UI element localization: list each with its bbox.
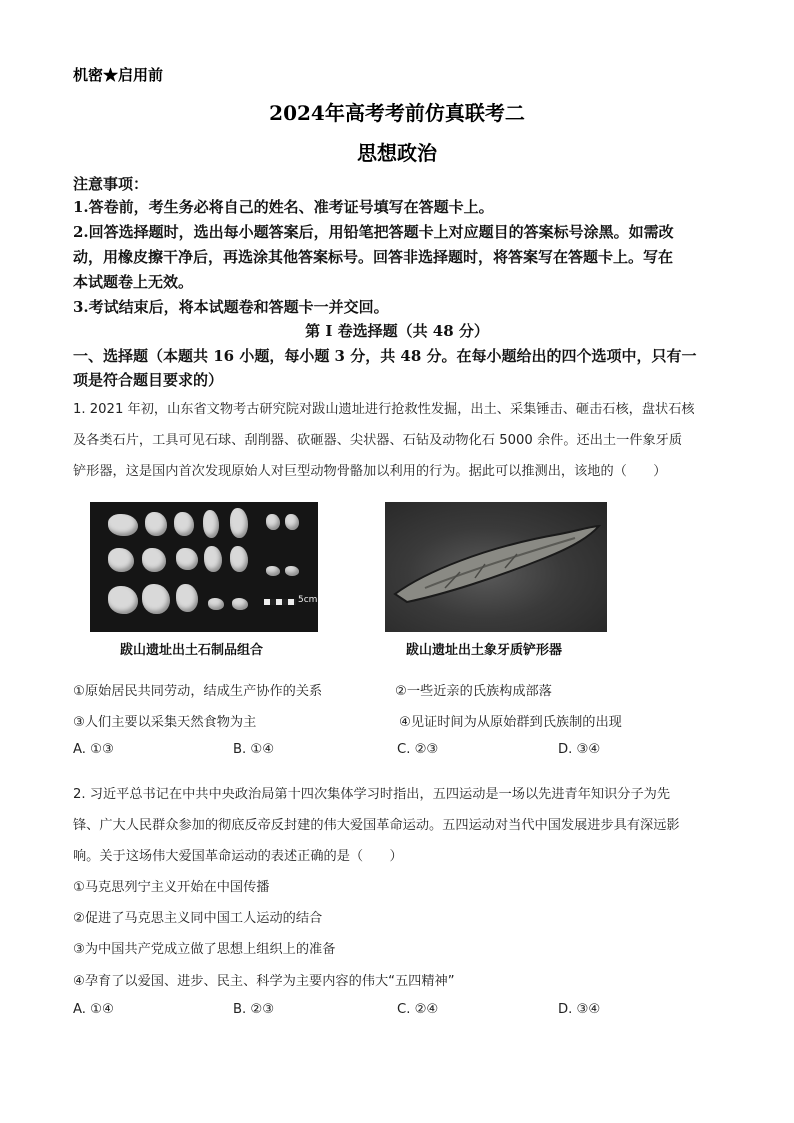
q2-option-4: ④孕育了以爱国、进步、民主、科学为主要内容的伟大“五四精神” (73, 974, 455, 989)
q1-choice-a: A. ①③ (73, 742, 114, 757)
image2-caption: 跋山遗址出土象牙质铲形器 (406, 643, 563, 658)
q2-option-2: ②促进了马克思主义同中国工人运动的结合 (73, 911, 323, 926)
q1-choice-d: D. ③④ (558, 742, 601, 757)
q1-option-2: ②一些近亲的氏族构成部落 (395, 684, 552, 699)
q1-option-4: ④见证时间为从原始群到氏族制的出现 (399, 715, 622, 730)
q1-stem-line-2: 及各类石片，工具可见石球、刮削器、砍砸器、尖状器、石钻及动物化石 5000 余件。还出土一件象牙质 (73, 433, 683, 448)
notice-item-2-line-1: 2.回答选择题时，选出每小题答案后，用铅笔把答题卡上对应题目的答案标号涂黑。如需改 (73, 223, 674, 241)
part-one-heading: 第 I 卷选择题（共 48 分） (305, 322, 489, 340)
ivory-tool-photo (385, 502, 607, 632)
scale-label: 5cm (298, 595, 318, 605)
ivory-tool-shape (385, 502, 607, 632)
notice-item-1: 1.答卷前，考生务必将自己的姓名、准考证号填写在答题卡上。 (73, 198, 494, 216)
stone-artifacts-photo (90, 502, 318, 632)
q1-stem-line-3: 铲形器，这是国内首次发现原始人对巨型动物骨骼加以利用的行为。据此可以推测出，该地的（ ） (73, 464, 667, 479)
q2-stem-line-3: 响。关于这场伟大爱国革命运动的表述正确的是（ ） (73, 849, 403, 864)
q2-choice-b: B. ②③ (233, 1002, 275, 1017)
confidential-label: 机密★启用前 (73, 66, 164, 84)
q1-choice-c: C. ②③ (397, 742, 439, 757)
notice-item-2-line-2: 动，用橡皮擦干净后，再选涂其他答案标号。回答非选择题时，将答案写在答题卡上。写在 (73, 248, 674, 266)
q2-choice-d: D. ③④ (558, 1002, 601, 1017)
q2-option-3: ③为中国共产党成立做了思想上组织上的准备 (73, 942, 336, 957)
q2-stem-line-2: 锋、广大人民群众参加的彻底反帝反封建的伟大爱国革命运动。五四运动对当代中国发展进步具有深远影 (73, 818, 680, 833)
section-heading-line-1: 一、选择题（本题共 16 小题，每小题 3 分，共 48 分。在每小题给出的四个选项中，只有一 (73, 347, 697, 365)
q2-choice-a: A. ①④ (73, 1002, 114, 1017)
q1-option-1: ①原始居民共同劳动，结成生产协作的关系 (73, 684, 323, 699)
image1-caption: 跋山遗址出土石制品组合 (120, 643, 264, 658)
subject-title: 思想政治 (357, 141, 437, 165)
q1-option-3: ③人们主要以采集天然食物为主 (73, 715, 257, 730)
notice-item-3: 3.考试结束后，将本试题卷和答题卡一并交回。 (73, 298, 389, 316)
exam-title: 2024年高考考前仿真联考二 (269, 101, 525, 125)
q2-option-1: ①马克思列宁主义开始在中国传播 (73, 880, 270, 895)
q2-choice-c: C. ②④ (397, 1002, 439, 1017)
q1-choice-b: B. ①④ (233, 742, 275, 757)
notice-item-2-line-3: 本试题卷上无效。 (73, 273, 194, 291)
section-heading-line-2: 项是符合题目要求的） (73, 371, 224, 389)
q1-stem-line-1: 1. 2021 年初，山东省文物考古研究院对跋山遗址进行抢救性发掘，出土、采集锤击、砸击石核，盘状石核 (73, 402, 695, 417)
q2-stem-line-1: 2. 习近平总书记在中共中央政治局第十四次集体学习时指出，五四运动是一场以先进青年知识分子为先 (73, 787, 671, 802)
scale-bar (264, 599, 296, 605)
notice-heading: 注意事项： (73, 175, 149, 193)
